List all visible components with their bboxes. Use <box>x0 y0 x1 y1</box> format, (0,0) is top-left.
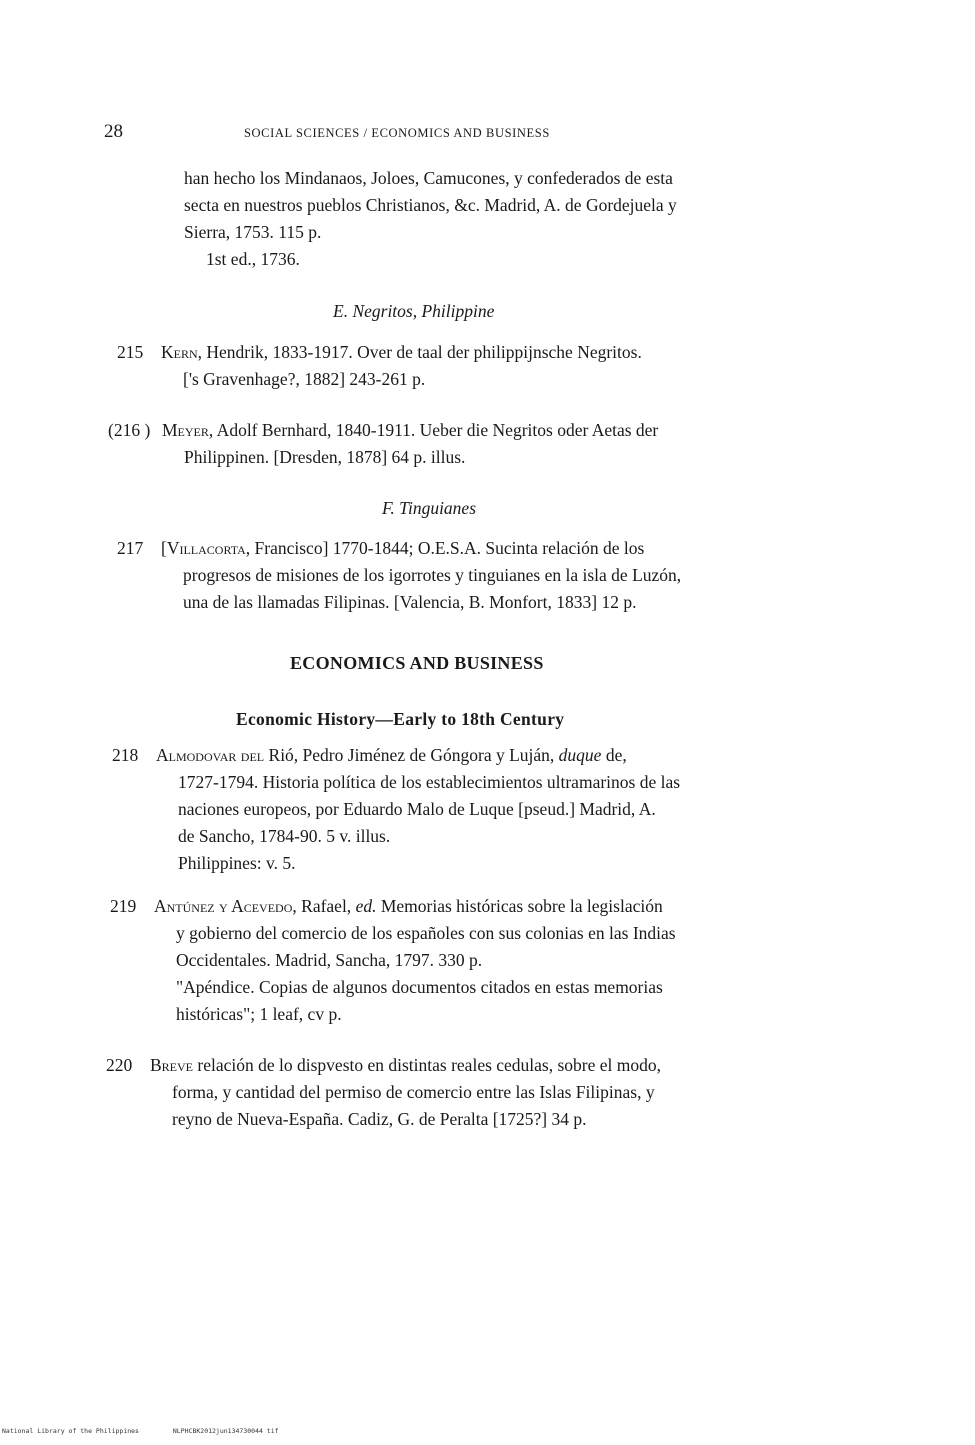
entry-text: forma, y cantidad del permiso de comercio entre las Islas Filipinas, y <box>172 1082 655 1102</box>
running-head <box>104 118 724 148</box>
entry-text: Rafael, <box>296 896 356 916</box>
entry-text: relación de lo dispvesto en distintas reales cedulas, sobre el modo, <box>193 1055 662 1075</box>
subsection-heading-negritos: E. Negritos, Philippine <box>333 301 495 321</box>
entry-author: Almodovar del <box>156 745 265 765</box>
entry-text: Rió, Pedro Jiménez de Góngora y Luján, <box>264 745 559 765</box>
entry-219 <box>110 893 780 1033</box>
entry-note: históricas"; 1 leaf, cv p. <box>176 1004 342 1024</box>
entry-text: Occidentales. Madrid, Sancha, 1797. 330 p. <box>176 950 483 970</box>
entry-text: Adolf Bernhard, 1840-1911. Ueber die Negritos oder Aetas der <box>213 420 659 440</box>
footer-library: National Library of the Philippines <box>2 1427 139 1435</box>
entry-author: Antúnez y Acevedo, <box>154 896 297 916</box>
entry-216 <box>108 417 778 477</box>
running-title: SOCIAL SCIENCES / ECONOMICS AND BUSINESS <box>244 126 550 140</box>
subsection-heading-economic-history: Economic History—Early to 18th Century <box>236 709 565 729</box>
entry-text: Philippinen. [Dresden, 1878] 64 p. illus. <box>184 447 466 467</box>
entry-text: progresos de misiones de los igorrotes y tinguianes en la isla de Luzón, <box>183 565 682 585</box>
entry-author: Kern, <box>161 342 203 362</box>
entry-author: [Villacorta, <box>161 538 251 558</box>
continuation-line: Sierra, 1753. 115 p. <box>184 222 322 242</box>
scan-footer <box>2 1418 309 1445</box>
entry-215 <box>117 339 777 399</box>
entry-note: "Apéndice. Copias de algunos documentos citados en estas memorias <box>176 977 663 997</box>
entry-220 <box>106 1052 776 1142</box>
entry-218 <box>112 742 782 872</box>
entry-number: 219 <box>110 896 137 916</box>
continuation-entry <box>184 165 677 273</box>
entry-text: Memorias históricas sobre la legislación <box>376 896 663 916</box>
entry-number: 220 <box>106 1055 133 1075</box>
page-number: 28 <box>104 121 123 142</box>
entry-text: naciones europeos, por Eduardo Malo de Luque [pseud.] Madrid, A. <box>178 799 656 819</box>
entry-editor-abbrev: ed. <box>355 896 377 916</box>
section-heading: ECONOMICS AND BUSINESS <box>290 653 544 673</box>
entry-text: 1727-1794. Historia política de los establecimientos ultramarinos de las <box>178 772 681 792</box>
entry-number: 218 <box>112 745 139 765</box>
continuation-line: secta en nuestros pueblos Christianos, &c. Madrid, A. de Gordejuela y <box>184 195 677 215</box>
entry-text: reyno de Nueva-España. Cadiz, G. de Peralta [1725?] 34 p. <box>172 1109 587 1129</box>
footer-file-id: NLPHCBK2012jun134730044 tif <box>172 1427 279 1435</box>
entry-number: 217 <box>117 538 144 558</box>
subsection-heading-tinguianes: F. Tinguianes <box>382 498 477 518</box>
entry-title-word: duque <box>558 745 602 765</box>
entry-text: Francisco] 1770-1844; O.E.S.A. Sucinta relación de los <box>250 538 645 558</box>
entry-number: 215 <box>117 342 144 362</box>
entry-author: Meyer, <box>162 420 214 440</box>
entry-author: Breve <box>150 1055 194 1075</box>
entry-217 <box>117 535 777 620</box>
edition-note: 1st ed., 1736. <box>206 249 300 269</box>
entry-text: ['s Gravenhage?, 1882] 243-261 p. <box>183 369 426 389</box>
entry-text: una de las llamadas Filipinas. [Valencia, B. Monfort, 1833] 12 p. <box>183 592 637 612</box>
entry-text: de Sancho, 1784-90. 5 v. illus. <box>178 826 391 846</box>
entry-text: y gobierno del comercio de los españoles con sus colonias en las Indias <box>176 923 676 943</box>
entry-note: Philippines: v. 5. <box>178 853 296 873</box>
entry-text: Hendrik, 1833-1917. Over de taal der philippijnsche Negritos. <box>202 342 642 362</box>
entry-text: de, <box>601 745 627 765</box>
continuation-line: han hecho los Mindanaos, Joloes, Camucones, y confederados de esta <box>184 168 673 188</box>
entry-number: (216 ) <box>108 420 151 440</box>
